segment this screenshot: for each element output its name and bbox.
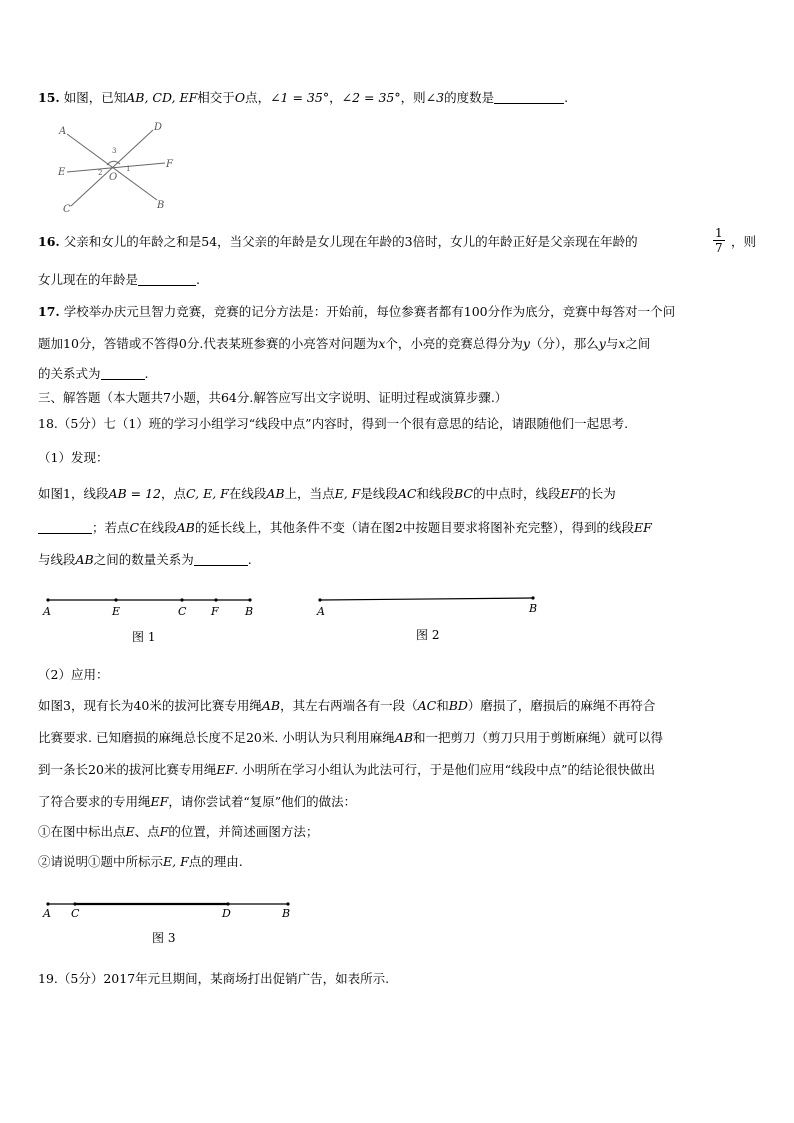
q16-fraction — [713, 226, 725, 255]
fig1-label-C: C — [178, 605, 187, 618]
fig1-label-A: A — [43, 605, 51, 618]
fig2-label-A: A — [317, 605, 325, 618]
q15-angle2: ∠2 = 35° — [341, 90, 401, 105]
fig3-label-A: A — [43, 907, 51, 920]
q18-step2: ②请说明①题中所标示E, F点的理由. — [38, 854, 243, 869]
label-1: 1 — [126, 165, 131, 173]
fig3-caption: 图 3 — [152, 931, 176, 945]
q16-line1 — [38, 234, 638, 250]
answer-blank[interactable] — [38, 521, 92, 534]
segment-AB — [320, 598, 533, 600]
label-C: C — [63, 204, 71, 215]
q18-p1-line: 如图1，线段AB = 12，点C, E, F在线段AB上，当点E, F是线段AC和线段BC的中点时，线段EF的长为 — [38, 486, 616, 501]
figure-1 — [40, 594, 270, 624]
fraction-numerator: 1 — [715, 226, 723, 240]
fig1-caption: 图 1 — [132, 630, 156, 644]
fig1-label-E: E — [112, 605, 121, 618]
q15-figure — [55, 120, 185, 215]
label-A: A — [59, 126, 67, 137]
q18-part1: （1）发现： — [38, 450, 109, 465]
q15-mid3: ，则 — [400, 90, 426, 105]
fig1-label-F: F — [211, 605, 219, 618]
q18-step1: ①在图中标出点E、点F的位置，并简述画图方法； — [38, 824, 319, 839]
q17-line3: 的关系式为 . — [38, 366, 149, 381]
label-O: O — [109, 172, 118, 183]
q18-p3-line: 与线段AB之间的数量关系为 . — [38, 552, 252, 567]
q16-number: 16. — [38, 234, 60, 249]
answer-blank[interactable] — [138, 273, 196, 286]
line-AB — [67, 134, 157, 200]
fig2-caption: 图 2 — [416, 628, 440, 642]
q15-end: . — [564, 90, 569, 105]
q15-point: O — [234, 90, 246, 105]
answer-blank[interactable] — [194, 553, 248, 566]
q17-line2: 题加10分，答错或不答得0分.代表某班参赛的小亮答对问题为x个，小亮的竞赛总得分为y（分），那么y与x之间 — [38, 336, 651, 351]
q19-text: 19.（5分）2017年元旦期间，某商场打出促销广告，如表所示. — [38, 971, 390, 986]
label-E: E — [58, 167, 66, 178]
q16-line2: 女儿现在的年龄是 . — [38, 272, 200, 287]
q15-suffix: 的度数是 — [444, 90, 495, 105]
label-2: 2 — [98, 169, 103, 177]
label-F: F — [166, 159, 173, 170]
label-3: 3 — [112, 147, 117, 155]
fig3-label-C: C — [71, 907, 80, 920]
q15-mid1: 相交于 — [197, 90, 235, 105]
q18-p2-line: ；若点C在线段AB的延长线上，其他条件不变（请在图2中按题目要求将图补充完整），得到的线段EF — [38, 520, 652, 536]
answer-blank[interactable] — [494, 91, 564, 104]
q15-prefix: 如图，已知 — [63, 90, 127, 105]
label-B: B — [157, 200, 165, 211]
fig3-label-B: B — [282, 907, 291, 920]
answer-blank[interactable] — [101, 367, 145, 380]
q17-line1: 17. 学校举办庆元旦智力竞赛，竞赛的记分方法是：开始前，每位参赛者都有100分作为底分，竞赛中每答对一个问 — [38, 304, 676, 319]
q17-number: 17. — [38, 304, 60, 319]
q18-header: 18.（5分）七（1）班的学习小组学习“线段中点”内容时，得到一个很有意思的结论，请跟随他们一起思考. — [38, 416, 629, 431]
q15-text — [38, 90, 568, 106]
q15-sep: ， — [329, 90, 342, 105]
q15-lines: AB, CD, EF — [126, 90, 198, 105]
q15-mid2: 点， — [245, 90, 271, 105]
q16-line1-end: ，则 — [731, 234, 757, 249]
q16-text1: 父亲和女儿的年龄之和是54，当父亲的年龄是女儿现在年龄的3倍时，女儿的年龄正好是父亲现在年龄的 — [63, 234, 638, 249]
q15-number: 15. — [38, 90, 60, 105]
q15-angle3: ∠3 — [425, 90, 445, 105]
q18-a3-line: 到一条长20米的拔河比赛专用绳EF. 小明所在学习小组认为此法可行，于是他们应用“线段中点”的结论很快做出 — [38, 762, 655, 777]
label-D: D — [154, 122, 163, 133]
fig2-label-B: B — [529, 602, 538, 615]
fig3-label-D: D — [222, 907, 231, 920]
q16-text2: 女儿现在的年龄是 — [38, 272, 139, 287]
q18-part2: （2）应用： — [38, 667, 109, 682]
q18-a1-line: 如图3，现有长为40米的拔河比赛专用绳AB，其左右两端各有一段（AC和BD）磨损了，磨损后的麻绳不再符合 — [38, 698, 656, 713]
fig1-label-B: B — [245, 605, 254, 618]
q15-angle1: ∠1 = 35° — [270, 90, 330, 105]
q18-a2-line: 比赛要求. 已知磨损的麻绳总长度不足20米. 小明认为只利用麻绳AB和一把剪刀（剪刀只用于剪断麻绳）就可以得 — [38, 730, 664, 745]
fraction-denominator: 7 — [715, 241, 723, 255]
q18-a4-line: 了符合要求的专用绳EF，请你尝试着“复原”他们的做法： — [38, 794, 357, 809]
figure-2 — [315, 594, 545, 624]
section-heading: 三、解答题（本大题共7小题，共64分.解答应写出文字说明、证明过程或演算步骤.） — [38, 390, 508, 405]
